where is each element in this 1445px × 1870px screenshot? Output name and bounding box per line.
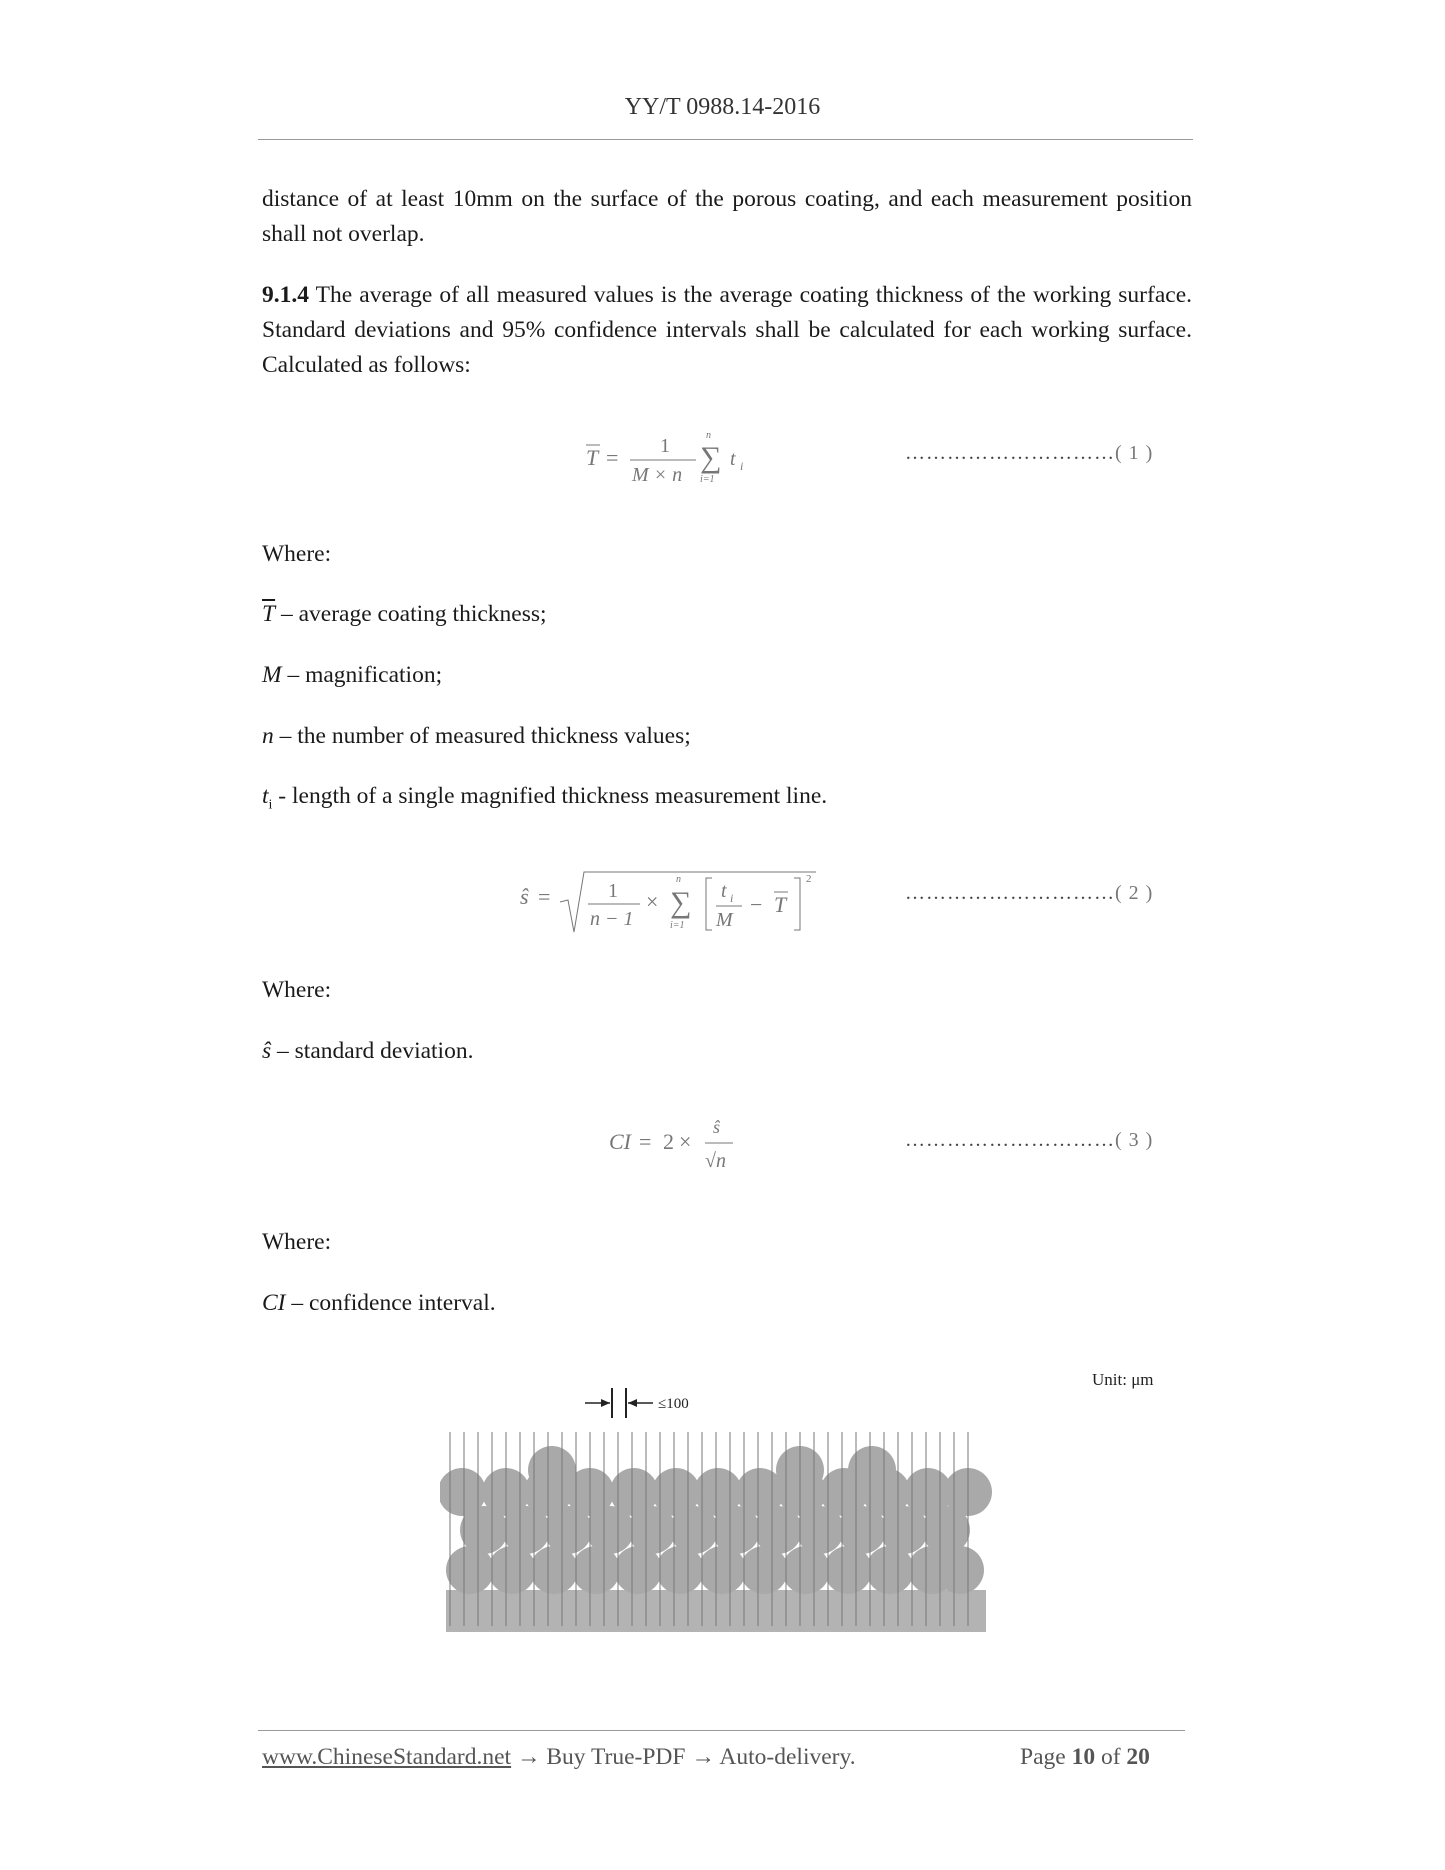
coating-cross-section-figure (440, 1370, 1000, 1660)
formula1-numerator: 1 (660, 435, 670, 457)
where-label-2: Where: (262, 977, 332, 1003)
coating-bead (652, 1468, 700, 1516)
coating-bead (694, 1468, 742, 1516)
clause-9-1-4 (262, 278, 1192, 383)
page-indicator: Page 10 of 20 (1020, 1744, 1150, 1770)
coating-bead (610, 1468, 658, 1516)
figure-unit-label: Unit: μm (1092, 1370, 1154, 1389)
formula2-frac-num: t (721, 880, 727, 902)
formula3-eq: = (639, 1129, 652, 1154)
formula1-leader: …………………………( 1 ) (905, 442, 1154, 464)
dimension-label: ≤100 (658, 1396, 689, 1412)
formula1-denominator: M × n (632, 464, 683, 486)
formula2-leader: …………………………( 2 ) (905, 882, 1154, 904)
formula3-numerator: ŝ (713, 1117, 721, 1137)
formula1-sum-bottom: i=1 (700, 474, 715, 485)
formula2-frac-den: M (716, 909, 733, 931)
formula3-number: ( 3 ) (1115, 1129, 1154, 1151)
formula3-lhs: CI (609, 1129, 631, 1154)
formula2-numerator: 1 (608, 880, 618, 902)
formula2-number: ( 2 ) (1115, 882, 1154, 904)
formula2-power: 2 (806, 873, 812, 885)
formula-3 (605, 1115, 745, 1181)
formula2-denominator: n − 1 (590, 908, 634, 930)
document-id-header: YY/T 0988.14-2016 (624, 94, 821, 120)
clause-text: The average of all measured values is the average coating thickness of the working surface. Standard deviations and 95% confidence intervals shall be calculated for each working surface. Calculated as follows: (262, 282, 1192, 378)
website-link[interactable]: www.ChineseStandard.net (262, 1744, 512, 1770)
coating-bead (440, 1468, 486, 1516)
header-rule (258, 139, 1193, 140)
formula2-tbar: T (774, 892, 787, 917)
formula2-eq: = (538, 884, 551, 909)
formula2-minus: − (750, 892, 763, 917)
formula1-eq: = (606, 445, 619, 470)
formula2-sigma: ∑ (670, 886, 692, 919)
formula3-coef: 2 (663, 1129, 674, 1154)
formula1-lhs: T (586, 445, 599, 470)
formula1-term: t (730, 448, 736, 470)
coating-bead (528, 1446, 576, 1494)
formula-1 (580, 430, 780, 490)
formula1-number: ( 1 ) (1115, 442, 1154, 464)
formula2-sum-top: n (676, 874, 681, 885)
formula1-sigma: ∑ (700, 441, 722, 474)
formula2-times: × (646, 889, 659, 914)
page-number: 10 (1071, 1744, 1096, 1770)
where-label-3: Where: (262, 1229, 332, 1255)
clause-number: 9.1.4 (262, 282, 309, 308)
where3-item-ci: CI – confidence interval. (262, 1290, 496, 1316)
formula2-sum-bottom: i=1 (670, 920, 685, 931)
where1-item-ti: $t_i$ - length of a single magnified thickness measurement line. (262, 783, 828, 813)
where2-item-s: ŝ – standard deviation. (262, 1038, 474, 1064)
auto-delivery-text: Auto-delivery. (719, 1744, 856, 1770)
formula1-sum-top: n (706, 430, 711, 441)
formula3-leader: …………………………( 3 ) (905, 1129, 1154, 1151)
where1-item-tbar: $\overline{T}$ – average coating thickness; (262, 601, 547, 627)
formula3-denominator: √n (705, 1150, 726, 1172)
coating-bead (848, 1446, 896, 1494)
buy-text: Buy True-PDF (546, 1744, 686, 1770)
formula2-lhs: ŝ (520, 884, 529, 909)
where-label-1: Where: (262, 541, 332, 567)
formula2-frac-sub: i (730, 891, 734, 905)
formula1-term-sub: i (740, 459, 744, 473)
dimension-marker (585, 1388, 689, 1418)
footer-left: www.ChineseStandard.net → Buy True-PDF → Auto-delivery. (262, 1744, 856, 1770)
paragraph-continued: distance of at least 10mm on the surface of the porous coating, and each measurement position shall not overlap. (262, 186, 1192, 247)
formula3-times: × (679, 1129, 692, 1154)
where1-item-m: M – magnification; (262, 662, 443, 688)
formula-2 (516, 862, 826, 934)
page-total: 20 (1126, 1744, 1150, 1770)
where1-item-n: n – the number of measured thickness values; (262, 723, 691, 749)
footer-rule (258, 1730, 1185, 1731)
